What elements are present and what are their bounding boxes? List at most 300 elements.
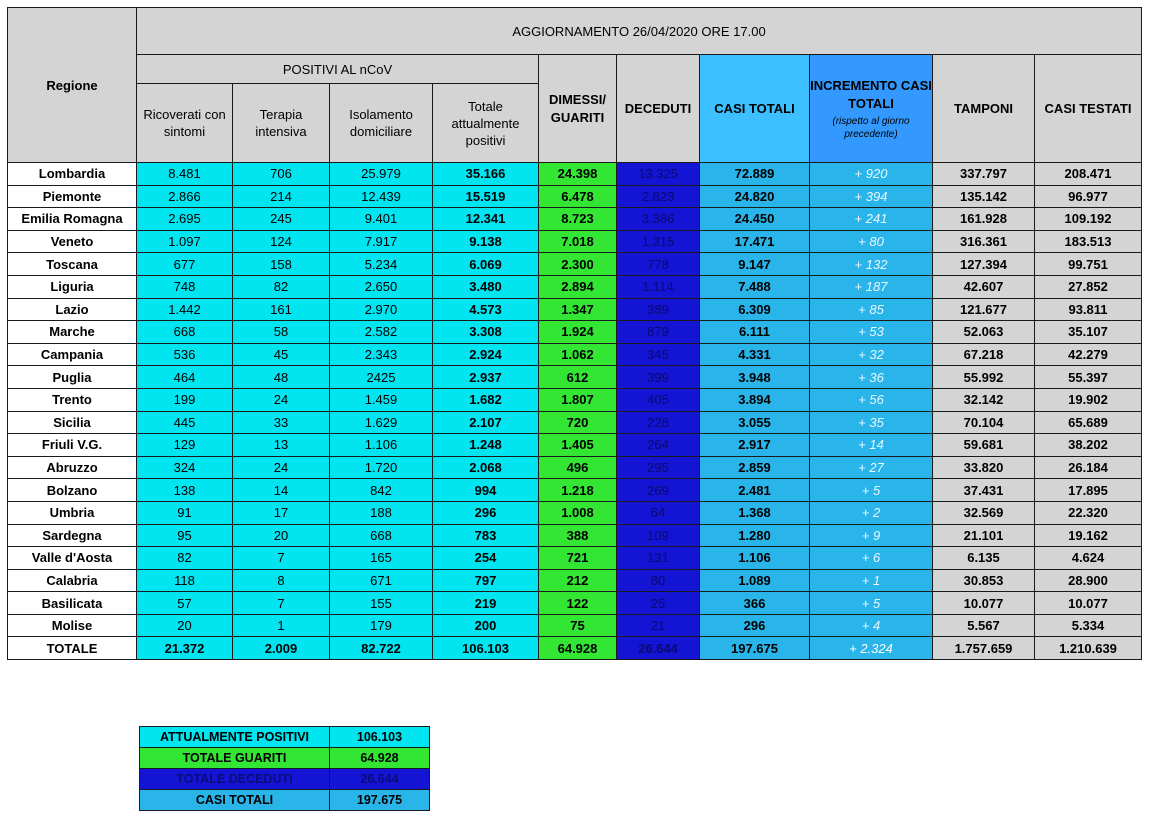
summary-value: 64.928 — [330, 748, 430, 769]
cell-deceduti — [617, 434, 700, 457]
cell-incremento: + 36 — [810, 366, 933, 389]
cell-ricoverati: 677 — [137, 253, 233, 276]
cell-incremento: + 132 — [810, 253, 933, 276]
cell-tamponi: 316.361 — [933, 230, 1035, 253]
cell-incremento: + 920 — [810, 163, 933, 186]
cell-testati: 38.202 — [1035, 434, 1142, 457]
cell-deceduti — [617, 208, 700, 231]
cell-dimessi: 720 — [539, 411, 617, 434]
header-incremento-note: (rispetto al giorno precedente) — [832, 115, 910, 140]
table-row — [8, 524, 1142, 547]
cell-terapia: 1 — [233, 614, 330, 637]
cell-totale: 994 — [433, 479, 539, 502]
cell-incremento: + 6 — [810, 547, 933, 570]
totals-tamponi: 1.757.659 — [933, 637, 1035, 660]
cell-ricoverati: 748 — [137, 275, 233, 298]
cell-dimessi: 1.347 — [539, 298, 617, 321]
cell-totale: 1.682 — [433, 388, 539, 411]
cell-incremento: + 5 — [810, 479, 933, 502]
cell-regione: Veneto — [8, 230, 137, 253]
cell-terapia: 158 — [233, 253, 330, 276]
cell-isolamento: 5.234 — [330, 253, 433, 276]
cell-dimessi: 24.398 — [539, 163, 617, 186]
cell-incremento: + 1 — [810, 569, 933, 592]
cell-tamponi: 337.797 — [933, 163, 1035, 186]
table-row — [8, 275, 1142, 298]
cell-testati: 19.162 — [1035, 524, 1142, 547]
cell-terapia: 24 — [233, 388, 330, 411]
cell-regione: Lazio — [8, 298, 137, 321]
table-row — [8, 434, 1142, 457]
cell-deceduti — [617, 366, 700, 389]
cell-incremento: + 5 — [810, 592, 933, 615]
cell-tamponi: 127.394 — [933, 253, 1035, 276]
cell-regione: Piemonte — [8, 185, 137, 208]
cell-testati: 26.184 — [1035, 456, 1142, 479]
cell-terapia: 14 — [233, 479, 330, 502]
cell-regione: Campania — [8, 343, 137, 366]
totals-deceduti — [617, 637, 700, 660]
cell-casi: 3.055 — [700, 411, 810, 434]
cell-totale: 2.924 — [433, 343, 539, 366]
cell-isolamento: 9.401 — [330, 208, 433, 231]
cell-deceduti-value: 2.823 — [641, 188, 675, 204]
cell-casi: 6.111 — [700, 321, 810, 344]
table-row — [8, 501, 1142, 524]
cell-ricoverati: 129 — [137, 434, 233, 457]
header-casi-testati: CASI TESTATI — [1035, 55, 1142, 163]
cell-totale: 3.480 — [433, 275, 539, 298]
cell-casi: 3.894 — [700, 388, 810, 411]
table-row — [8, 592, 1142, 615]
cell-tamponi: 6.135 — [933, 547, 1035, 570]
cell-isolamento: 668 — [330, 524, 433, 547]
cell-testati: 42.279 — [1035, 343, 1142, 366]
cell-casi: 296 — [700, 614, 810, 637]
cell-totale: 6.069 — [433, 253, 539, 276]
cell-testati: 22.320 — [1035, 501, 1142, 524]
cell-tamponi: 10.077 — [933, 592, 1035, 615]
cell-deceduti-value: 778 — [647, 256, 669, 272]
cell-isolamento: 2425 — [330, 366, 433, 389]
cell-casi: 2.481 — [700, 479, 810, 502]
cell-deceduti — [617, 592, 700, 615]
cell-totale: 9.138 — [433, 230, 539, 253]
cell-terapia: 7 — [233, 547, 330, 570]
cell-regione: Molise — [8, 614, 137, 637]
cell-tamponi: 33.820 — [933, 456, 1035, 479]
cell-casi: 7.488 — [700, 275, 810, 298]
cell-tamponi: 32.142 — [933, 388, 1035, 411]
cell-regione: Sardegna — [8, 524, 137, 547]
summary-value: 26.644 — [330, 769, 430, 790]
table-row — [8, 230, 1142, 253]
totals-casi: 197.675 — [700, 637, 810, 660]
cell-deceduti-value: 345 — [647, 347, 669, 363]
cell-casi: 24.820 — [700, 185, 810, 208]
cell-incremento: + 53 — [810, 321, 933, 344]
cell-casi: 2.917 — [700, 434, 810, 457]
cell-regione: Toscana — [8, 253, 137, 276]
header-totale-positivi: Totale attualmente positivi — [433, 84, 539, 163]
cell-casi: 9.147 — [700, 253, 810, 276]
cell-testati: 55.397 — [1035, 366, 1142, 389]
cell-ricoverati: 445 — [137, 411, 233, 434]
table-row — [8, 569, 1142, 592]
summary-value: 106.103 — [330, 727, 430, 748]
cell-regione: Lombardia — [8, 163, 137, 186]
cell-terapia: 33 — [233, 411, 330, 434]
cell-totale: 2.068 — [433, 456, 539, 479]
cell-tamponi: 135.142 — [933, 185, 1035, 208]
table-row — [8, 185, 1142, 208]
cell-incremento: + 35 — [810, 411, 933, 434]
cell-isolamento: 188 — [330, 501, 433, 524]
cell-deceduti — [617, 501, 700, 524]
cell-deceduti-value: 109 — [647, 527, 669, 543]
cell-tamponi: 121.677 — [933, 298, 1035, 321]
cell-deceduti — [617, 253, 700, 276]
cell-ricoverati: 324 — [137, 456, 233, 479]
summary-label: CASI TOTALI — [140, 790, 330, 811]
table-row — [8, 614, 1142, 637]
cell-deceduti — [617, 411, 700, 434]
cell-casi: 6.309 — [700, 298, 810, 321]
summary-table — [139, 726, 430, 811]
cell-deceduti-value: 131 — [647, 550, 669, 566]
cell-deceduti-value: 21 — [650, 618, 666, 634]
page-title: AGGIORNAMENTO 26/04/2020 ORE 17.00 — [137, 8, 1142, 55]
cell-deceduti — [617, 547, 700, 570]
summary-value: 197.675 — [330, 790, 430, 811]
cell-tamponi: 52.063 — [933, 321, 1035, 344]
cell-tamponi: 30.853 — [933, 569, 1035, 592]
cell-testati: 109.192 — [1035, 208, 1142, 231]
cell-regione: Friuli V.G. — [8, 434, 137, 457]
cell-testati: 27.852 — [1035, 275, 1142, 298]
cell-ricoverati: 138 — [137, 479, 233, 502]
cell-ricoverati: 2.866 — [137, 185, 233, 208]
cell-regione: Umbria — [8, 501, 137, 524]
cell-tamponi: 55.992 — [933, 366, 1035, 389]
cell-isolamento: 1.720 — [330, 456, 433, 479]
cell-testati: 17.895 — [1035, 479, 1142, 502]
cell-testati: 99.751 — [1035, 253, 1142, 276]
cell-casi: 17.471 — [700, 230, 810, 253]
summary-row — [140, 748, 430, 769]
cell-totale: 200 — [433, 614, 539, 637]
cell-incremento: + 27 — [810, 456, 933, 479]
table-row — [8, 479, 1142, 502]
table-body — [8, 163, 1142, 637]
cell-terapia: 45 — [233, 343, 330, 366]
cell-casi: 366 — [700, 592, 810, 615]
cell-deceduti-value: 80 — [650, 572, 666, 588]
cell-tamponi: 67.218 — [933, 343, 1035, 366]
cell-testati: 5.334 — [1035, 614, 1142, 637]
cell-incremento: + 56 — [810, 388, 933, 411]
totals-deceduti-value: 26.644 — [638, 640, 678, 656]
cell-testati: 35.107 — [1035, 321, 1142, 344]
cell-deceduti-value: 405 — [647, 392, 669, 408]
cell-deceduti-value: 389 — [647, 301, 669, 317]
cell-deceduti — [617, 343, 700, 366]
cell-dimessi: 8.723 — [539, 208, 617, 231]
cell-terapia: 245 — [233, 208, 330, 231]
cell-regione: Marche — [8, 321, 137, 344]
cell-totale: 12.341 — [433, 208, 539, 231]
totals-isolamento: 82.722 — [330, 637, 433, 660]
cell-dimessi: 75 — [539, 614, 617, 637]
cell-ricoverati: 118 — [137, 569, 233, 592]
cell-testati: 28.900 — [1035, 569, 1142, 592]
table-row — [8, 208, 1142, 231]
totals-terapia: 2.009 — [233, 637, 330, 660]
summary-label: ATTUALMENTE POSITIVI — [140, 727, 330, 748]
cell-ricoverati: 95 — [137, 524, 233, 547]
header-casi-totali: CASI TOTALI — [700, 55, 810, 163]
cell-deceduti-value: 879 — [647, 324, 669, 340]
totals-dimessi: 64.928 — [539, 637, 617, 660]
cell-terapia: 7 — [233, 592, 330, 615]
cell-deceduti-value: 64 — [650, 505, 666, 521]
cell-casi: 1.368 — [700, 501, 810, 524]
cell-isolamento: 25.979 — [330, 163, 433, 186]
cell-ricoverati: 1.442 — [137, 298, 233, 321]
cell-deceduti — [617, 569, 700, 592]
cell-deceduti — [617, 614, 700, 637]
cell-terapia: 20 — [233, 524, 330, 547]
table-row — [8, 253, 1142, 276]
cell-terapia: 13 — [233, 434, 330, 457]
cell-ricoverati: 2.695 — [137, 208, 233, 231]
header-tamponi: TAMPONI — [933, 55, 1035, 163]
cell-tamponi: 161.928 — [933, 208, 1035, 231]
cell-deceduti-value: 399 — [647, 369, 669, 385]
cell-incremento: + 241 — [810, 208, 933, 231]
cell-testati: 208.471 — [1035, 163, 1142, 186]
cell-terapia: 161 — [233, 298, 330, 321]
cell-deceduti — [617, 456, 700, 479]
cell-testati: 96.977 — [1035, 185, 1142, 208]
cell-terapia: 24 — [233, 456, 330, 479]
cell-deceduti-value: 1.315 — [641, 234, 675, 250]
cell-tamponi: 42.607 — [933, 275, 1035, 298]
cell-incremento: + 9 — [810, 524, 933, 547]
header-regione: Regione — [8, 8, 137, 163]
cell-tamponi: 37.431 — [933, 479, 1035, 502]
table-row — [8, 343, 1142, 366]
cell-deceduti — [617, 163, 700, 186]
cell-dimessi: 612 — [539, 366, 617, 389]
cell-regione: Abruzzo — [8, 456, 137, 479]
header-isolamento: Isolamento domiciliare — [330, 84, 433, 163]
summary-row — [140, 769, 430, 790]
cell-ricoverati: 199 — [137, 388, 233, 411]
cell-regione: Trento — [8, 388, 137, 411]
cell-deceduti — [617, 479, 700, 502]
header-terapia: Terapia intensiva — [233, 84, 330, 163]
totals-row — [8, 637, 1142, 660]
totals-incremento: + 2.324 — [810, 637, 933, 660]
cell-deceduti — [617, 185, 700, 208]
cell-dimessi: 1.405 — [539, 434, 617, 457]
cell-ricoverati: 82 — [137, 547, 233, 570]
cell-casi: 24.450 — [700, 208, 810, 231]
cell-deceduti — [617, 388, 700, 411]
cell-regione: Basilicata — [8, 592, 137, 615]
cell-ricoverati: 464 — [137, 366, 233, 389]
cell-dimessi: 1.008 — [539, 501, 617, 524]
summary-row — [140, 727, 430, 748]
cell-isolamento: 165 — [330, 547, 433, 570]
cell-terapia: 58 — [233, 321, 330, 344]
cell-deceduti-value: 25 — [650, 595, 666, 611]
cell-terapia: 17 — [233, 501, 330, 524]
table-row — [8, 163, 1142, 186]
cell-dimessi: 212 — [539, 569, 617, 592]
cell-casi: 1.106 — [700, 547, 810, 570]
cell-totale: 15.519 — [433, 185, 539, 208]
cell-incremento: + 32 — [810, 343, 933, 366]
summary-label: TOTALE GUARITI — [140, 748, 330, 769]
header-dimessi: DIMESSI/ GUARITI — [539, 55, 617, 163]
cell-isolamento: 179 — [330, 614, 433, 637]
cell-isolamento: 842 — [330, 479, 433, 502]
cell-totale: 2.107 — [433, 411, 539, 434]
cell-isolamento: 1.629 — [330, 411, 433, 434]
cell-deceduti — [617, 298, 700, 321]
cell-isolamento: 671 — [330, 569, 433, 592]
cell-isolamento: 7.917 — [330, 230, 433, 253]
cell-ricoverati: 668 — [137, 321, 233, 344]
table-row — [8, 456, 1142, 479]
cell-deceduti-value: 264 — [647, 437, 669, 453]
totals-ricoverati: 21.372 — [137, 637, 233, 660]
cell-dimessi: 7.018 — [539, 230, 617, 253]
table-row — [8, 321, 1142, 344]
header-ricoverati: Ricoverati con sintomi — [137, 84, 233, 163]
cell-totale: 4.573 — [433, 298, 539, 321]
cell-regione: Sicilia — [8, 411, 137, 434]
totals-label: TOTALE — [8, 637, 137, 660]
cell-dimessi: 2.300 — [539, 253, 617, 276]
cell-isolamento: 1.106 — [330, 434, 433, 457]
cell-totale: 2.937 — [433, 366, 539, 389]
header-deceduti: DECEDUTI — [617, 55, 700, 163]
cell-ricoverati: 57 — [137, 592, 233, 615]
cell-isolamento: 155 — [330, 592, 433, 615]
cell-totale: 797 — [433, 569, 539, 592]
table-row — [8, 298, 1142, 321]
cell-incremento: + 2 — [810, 501, 933, 524]
summary-row — [140, 790, 430, 811]
cell-terapia: 82 — [233, 275, 330, 298]
cell-dimessi: 1.807 — [539, 388, 617, 411]
cell-deceduti-value: 295 — [647, 460, 669, 476]
cell-casi: 1.280 — [700, 524, 810, 547]
cell-dimessi: 496 — [539, 456, 617, 479]
cell-tamponi: 5.567 — [933, 614, 1035, 637]
cell-tamponi: 32.569 — [933, 501, 1035, 524]
cell-testati: 93.811 — [1035, 298, 1142, 321]
cell-ricoverati: 536 — [137, 343, 233, 366]
cell-testati: 183.513 — [1035, 230, 1142, 253]
cell-deceduti — [617, 230, 700, 253]
cell-testati: 19.902 — [1035, 388, 1142, 411]
cell-deceduti-value: 3.386 — [641, 211, 675, 227]
cell-dimessi: 1.062 — [539, 343, 617, 366]
cell-terapia: 706 — [233, 163, 330, 186]
cell-totale: 3.308 — [433, 321, 539, 344]
cell-isolamento: 1.459 — [330, 388, 433, 411]
cell-casi: 4.331 — [700, 343, 810, 366]
cell-regione: Liguria — [8, 275, 137, 298]
regional-data-table — [7, 7, 1142, 660]
cell-tamponi: 70.104 — [933, 411, 1035, 434]
cell-dimessi: 1.924 — [539, 321, 617, 344]
cell-ricoverati: 8.481 — [137, 163, 233, 186]
table-row — [8, 547, 1142, 570]
cell-totale: 254 — [433, 547, 539, 570]
cell-incremento: + 394 — [810, 185, 933, 208]
cell-totale: 783 — [433, 524, 539, 547]
table-row — [8, 388, 1142, 411]
cell-deceduti-value: 13.325 — [638, 166, 678, 182]
cell-incremento: + 14 — [810, 434, 933, 457]
cell-deceduti-value: 1.114 — [642, 279, 674, 295]
cell-testati: 10.077 — [1035, 592, 1142, 615]
cell-deceduti — [617, 321, 700, 344]
cell-dimessi: 122 — [539, 592, 617, 615]
cell-totale: 35.166 — [433, 163, 539, 186]
cell-isolamento: 12.439 — [330, 185, 433, 208]
cell-totale: 1.248 — [433, 434, 539, 457]
cell-dimessi: 721 — [539, 547, 617, 570]
cell-deceduti — [617, 275, 700, 298]
cell-tamponi: 59.681 — [933, 434, 1035, 457]
cell-incremento: + 80 — [810, 230, 933, 253]
cell-totale: 219 — [433, 592, 539, 615]
header-positivi-group: POSITIVI AL nCoV — [137, 55, 539, 84]
cell-isolamento: 2.650 — [330, 275, 433, 298]
cell-casi: 2.859 — [700, 456, 810, 479]
cell-casi: 72.889 — [700, 163, 810, 186]
cell-regione: Valle d'Aosta — [8, 547, 137, 570]
cell-dimessi: 6.478 — [539, 185, 617, 208]
header-incremento — [810, 55, 933, 163]
cell-regione: Emilia Romagna — [8, 208, 137, 231]
header-incremento-label: INCREMENTO CASI TOTALI — [810, 77, 932, 111]
cell-terapia: 214 — [233, 185, 330, 208]
cell-ricoverati: 91 — [137, 501, 233, 524]
covid-report — [7, 7, 1142, 660]
summary-label: TOTALE DECEDUTI — [140, 769, 330, 790]
cell-deceduti — [617, 524, 700, 547]
cell-terapia: 8 — [233, 569, 330, 592]
table-row — [8, 411, 1142, 434]
cell-terapia: 124 — [233, 230, 330, 253]
cell-casi: 1.089 — [700, 569, 810, 592]
cell-ricoverati: 20 — [137, 614, 233, 637]
cell-testati: 65.689 — [1035, 411, 1142, 434]
cell-totale: 296 — [433, 501, 539, 524]
cell-incremento: + 85 — [810, 298, 933, 321]
cell-isolamento: 2.343 — [330, 343, 433, 366]
cell-casi: 3.948 — [700, 366, 810, 389]
cell-incremento: + 187 — [810, 275, 933, 298]
totals-testati: 1.210.639 — [1035, 637, 1142, 660]
